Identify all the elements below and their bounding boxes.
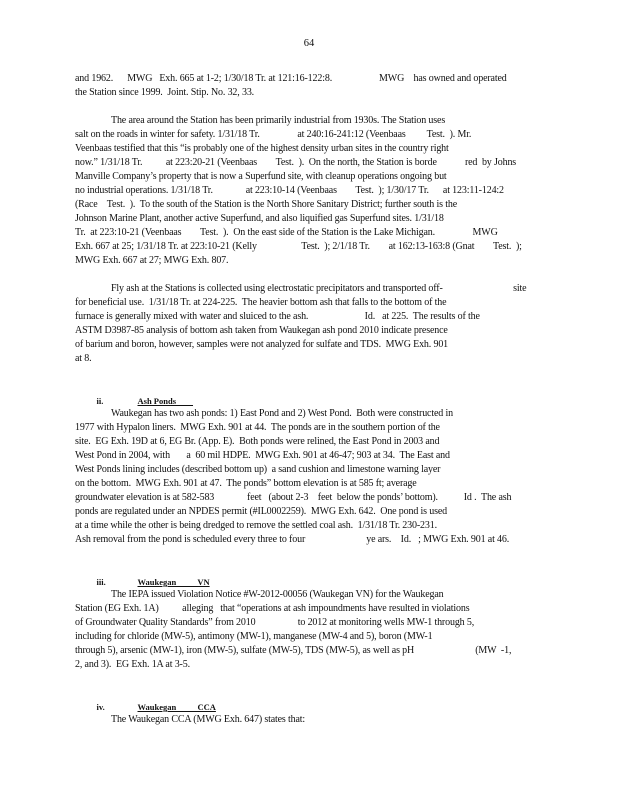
section-title: Ash Ponds [137,396,194,406]
text-line: West Ponds lining includes (described bottom up) a sand cushion and limestone warning layer [75,464,441,475]
text-line: including for chloride (MW-5), antimony (MW-1), manganese (MW-4 and 5), boron (MW-1 [75,631,433,642]
text-line: Veenbaas testified that this “is probably one of the highest density urban sites in the country right [75,143,449,154]
text-line: The IEPA issued Violation Notice #W-2012-00056 (Waukegan VN) for the Waukegan [111,589,444,600]
text-line: at 8. [75,353,92,364]
section-title: Waukegan CCA [137,702,216,712]
text-line: of barium and boron, however, samples were not analyzed for sulfate and TDS. MWG Exh. 901 [75,339,449,350]
text-line: now.” 1/31/18 Tr. at 223:20-21 (Veenbaas Test. ). On the north, the Station is borde red by Johns [75,157,517,168]
text-line: through 5), arsenic (MW-1), iron (MW-5), sulfate (MW-5), TDS (MW-5), as well as pH (MW -1, [75,645,512,656]
text-line: The Waukegan CCA (MWG Exh. 647) states that: [111,714,306,725]
text-line: Station (EG Exh. 1A) alleging that “operations at ash impoundments have resulted in violations [75,603,470,614]
text-line: groundwater elevation is at 582-583 feet (about 2-3 feet below the ponds’ bottom). Id . The ash [75,492,512,503]
page-number: 64 [303,38,315,49]
text-line: Johnson Marine Plant, another active Superfund, and also liquified gas Superfund sites. 1/31/18 [75,213,444,224]
text-line: Tr. at 223:10-21 (Veenbaas Test. ). On the east side of the Station is the Lake Michigan. MWG [75,227,498,238]
text-line: ASTM D3987-85 analysis of bottom ash taken from Waukegan ash pond 2010 indicate presence [75,325,448,336]
text-line: furnace is generally mixed with water and sluiced to the ash. Id. at 225. The results of the [75,311,480,322]
section-title: Waukegan VN [137,577,210,587]
text-line: of Groundwater Quality Standards” from 2010 to 2012 at monitoring wells MW-1 through 5, [75,617,475,628]
text-line: no industrial operations. 1/31/18 Tr. at 223:10-14 (Veenbaas Test. ); 1/30/17 Tr. at 123:11-124:2 [75,185,504,196]
text-line: 2, and 3). EG Exh. 1A at 3-5. [75,659,190,670]
text-line: Ash removal from the pond is scheduled every three to four ye ars. Id. ; MWG Exh. 901 at 46. [75,534,510,545]
section-number: ii. [96,396,104,406]
text-line: The area around the Station has been primarily industrial from 1930s. The Station uses [111,115,446,126]
text-line: ponds are regulated under an NPDES permit (#IL0002259). MWG Exh. 642. One pond is used [75,506,448,517]
section-number: iv. [96,702,105,712]
text-line: (Race Test. ). To the south of the Station is the North Shore Sanitary District; further south is the [75,199,457,210]
text-line: the Station since 1999. Joint. Stip. No. 32, 33. [75,87,255,98]
text-line: Manville Company’s property that is now a Superfund site, with cleanup operations ongoing but [75,171,447,182]
section-number: iii. [96,577,106,587]
text-line: on the bottom. MWG Exh. 901 at 47. The ponds” bottom elevation is at 585 ft; average [75,478,417,489]
text-line: MWG Exh. 667 at 27; MWG Exh. 807. [75,255,229,266]
text-line: salt on the roads in winter for safety. 1/31/18 Tr. at 240:16-241:12 (Veenbaas Test. ). Mr. [75,129,472,140]
text-line: West Pond in 2004, with a 60 mil HDPE. MWG Exh. 901 at 46-47; 903 at 34. The East and [75,450,450,461]
text-line: and 1962. MWG Exh. 665 at 1-2; 1/30/18 Tr. at 121:16-122:8. MWG has owned and operated [75,73,507,84]
text-line: site. EG Exh. 19D at 6, EG Br. (App. E). Both ponds were relined, the East Pond in 2003 and [75,436,440,447]
text-line: Exh. 667 at 25; 1/31/18 Tr. at 223:10-21 (Kelly Test. ); 2/1/18 Tr. at 162:13-163:8 (Gnat Test. ); [75,241,522,252]
text-line: for beneficial use. 1/31/18 Tr. at 224-225. The heavier bottom ash that falls to the bottom of the [75,297,447,308]
text-line: 1977 with Hypalon liners. MWG Exh. 901 at 44. The ponds are in the southern portion of the [75,422,440,433]
text-line: at a time while the other is being dredged to remove the settled coal ash. 1/31/18 Tr. 230-231. [75,520,437,531]
text-line: Fly ash at the Stations is collected using electrostatic precipitators and transported off- site [111,283,527,294]
text-line: Waukegan has two ash ponds: 1) East Pond and 2) West Pond. Both were constructed in [111,408,453,419]
